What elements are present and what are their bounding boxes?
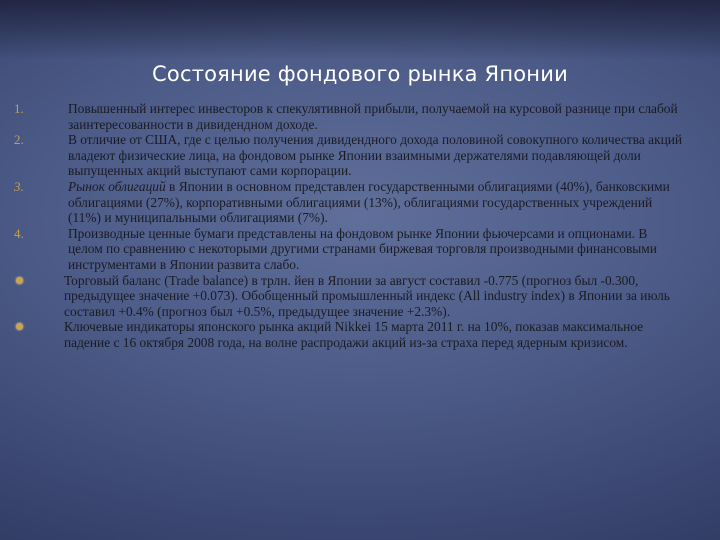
list-item-4 (14, 226, 684, 273)
list-item-text: В отличие от США, где с целью получения дивидендного дохода половиной совокупного количества акций владеют физические лица, на фондовом рынке Японии взаимными держателями подавляющей доли выпущенных акций выступают сами корпорации. (68, 132, 683, 179)
slide-title: Состояние фондового рынка Японии (152, 62, 568, 86)
list-item-emphasis: Рынок облигаций (68, 178, 166, 194)
list-number: 4. (14, 225, 24, 241)
list-item-3 (14, 179, 684, 226)
list-item-5 (14, 273, 684, 320)
list-number: 3. (14, 178, 24, 194)
list-item-text: Повышенный интерес инвесторов к спекулятивной прибыли, получаемой на курсовой разнице при слабой заинтересованности в дивидендном доходе. (68, 101, 678, 132)
list-item-text: Производные ценные бумаги представлены на фондовом рынке Японии фьючерсами и опционами. В целом по сравнению с некоторыми другими странами биржевая торговля производными финансовыми инструментами в Японии развита слабо. (68, 225, 657, 272)
top-shadow (0, 0, 720, 60)
list-item-text: Ключевые индикаторы японского рынка акций Nikkei 15 марта 2011 г. на 10%, показав максимальное падение с 16 октября 2008 года, на волне распродажи акций из-за страха перед ядерным кризисом. (64, 319, 644, 350)
list-item-1 (14, 101, 684, 132)
list-item-6 (14, 319, 684, 350)
list-item-text: в Японии в основном представлен государственными облигациями (40%), банковскими облигациями (27%), корпоративными облигациями (13%), облигациями государственных учреждений (11%) и муниципальными облигациями (7%). (68, 178, 670, 226)
list-number: 1. (14, 101, 24, 116)
content-list (14, 101, 684, 351)
bullet-icon (16, 323, 23, 330)
list-item-text: Торговый баланс (Trade balance) в трлн. йен в Японии за август составил -0.775 (прогноз был -0.300, предыдущее значение +0.073). Обобщенный промышленный индекс (All industry index) в Японии за июль составил +0.4% (прогноз был +0.5%, предыдущее значение +2.3%). (64, 272, 670, 319)
list-number: 2. (14, 132, 24, 148)
list-item-2 (14, 132, 684, 179)
bullet-icon (16, 277, 23, 284)
